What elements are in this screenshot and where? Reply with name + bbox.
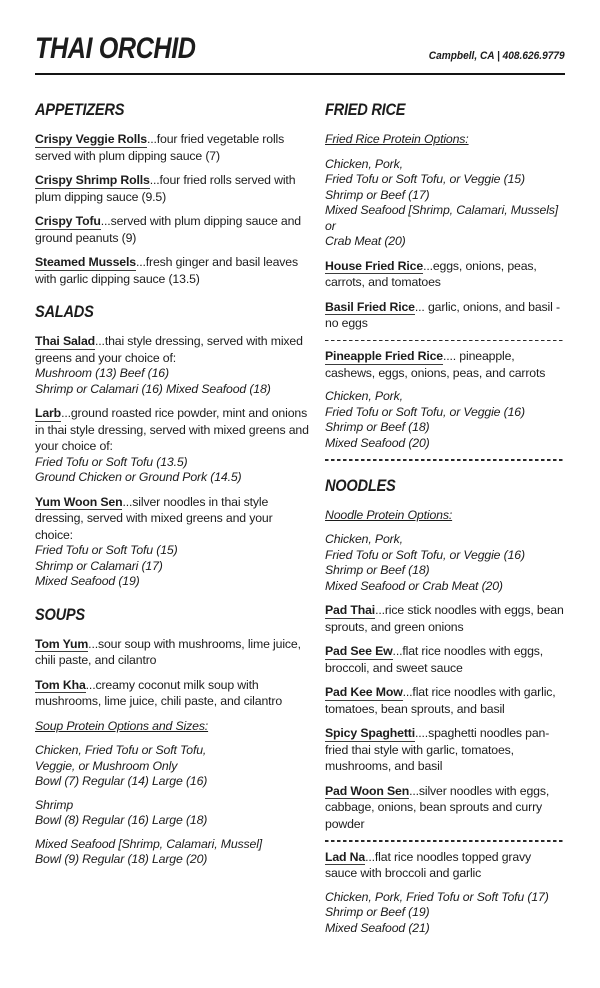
option-line: Fried Tofu or Soft Tofu, or Veggie (16) bbox=[325, 547, 525, 562]
menu-item-house-fried-rice bbox=[325, 258, 565, 291]
item-desc: ...flat rice noodles with eggs, broccoli, and sweet sauce bbox=[325, 644, 544, 675]
option-line: Fried Tofu or Soft Tofu, or Veggie (15) bbox=[325, 172, 525, 186]
menu-item-crispy-shrimp-rolls bbox=[35, 172, 309, 205]
item-protein-options bbox=[35, 366, 309, 397]
item-desc: ...four fried vegetable rolls served with plum dipping sauce (7) bbox=[35, 132, 285, 163]
option-line: Chicken, Pork, bbox=[325, 532, 403, 547]
menu-masthead bbox=[35, 0, 565, 64]
menu-item-pad-see-ew bbox=[325, 643, 565, 676]
item-name: Tom Kha bbox=[35, 677, 86, 692]
section-heading-soups: SOUPS bbox=[35, 604, 85, 624]
pineapple-protein-options-group bbox=[325, 389, 565, 451]
item-desc: ...ground roasted rice powder, mint and onions in thai style dressing, served with mixed greens and your choice of: bbox=[35, 406, 309, 453]
item-desc: ...sour soup with mushrooms, lime juice, chili paste, and cilantro bbox=[35, 636, 301, 667]
item-name: Larb bbox=[35, 406, 62, 420]
menu-item-pineapple-fried-rice bbox=[325, 348, 565, 381]
item-name: Pad Thai bbox=[325, 603, 376, 618]
option-line: Fried Tofu or Soft Tofu, or Veggie (16) bbox=[325, 404, 525, 419]
item-name: Basil Fried Rice bbox=[325, 299, 415, 314]
item-desc: ...rice stick noodles with eggs, bean sprouts, and green onions bbox=[325, 603, 564, 634]
item-name: Yum Woon Sen bbox=[35, 494, 123, 509]
option-line: Veggie, or Mushroom Only bbox=[35, 758, 178, 773]
option-line: Shrimp or Beef (18) bbox=[325, 563, 430, 578]
option-line: Chicken, Pork, bbox=[325, 389, 403, 404]
item-name: Pad See Ew bbox=[325, 644, 393, 659]
right-column bbox=[325, 101, 565, 944]
soup-protein-options-group bbox=[35, 837, 309, 868]
menu-item-larb bbox=[35, 405, 309, 486]
option-line: Mixed Seafood (19) bbox=[35, 574, 140, 588]
option-line: Shrimp or Calamari (16) Mixed Seafood (18) bbox=[35, 381, 271, 396]
dashed-divider bbox=[325, 840, 565, 842]
option-line: Mixed Seafood [Shrimp, Calamari, Mussels] or bbox=[325, 203, 559, 233]
restaurant-title: THAI ORCHID bbox=[35, 32, 196, 65]
dashed-divider bbox=[325, 340, 565, 342]
menu-item-steamed-mussels bbox=[35, 254, 309, 287]
item-desc: ...silver noodles in thai style dressing, served with mixed greens and your choice: bbox=[35, 494, 273, 542]
section-heading-salads: SALADS bbox=[35, 302, 94, 321]
item-desc: ...thai style dressing, served with mixed greens and your choice of: bbox=[35, 334, 303, 365]
option-line: Mixed Seafood (21) bbox=[325, 920, 430, 935]
menu-item-thai-salad bbox=[35, 333, 309, 397]
item-name: Lad Na bbox=[325, 849, 366, 864]
menu-item-yum-woon-sen bbox=[35, 494, 309, 590]
item-name: Thai Salad bbox=[35, 334, 96, 348]
menu-item-basil-fried-rice bbox=[325, 299, 565, 332]
item-name: Pineapple Fried Rice bbox=[325, 349, 443, 364]
item-desc: .... pineapple, cashews, eggs, onions, peas, and carrots bbox=[325, 349, 546, 380]
lad-na-protein-options-group bbox=[325, 890, 565, 937]
menu-item-tom-kha bbox=[35, 677, 309, 710]
option-line: Fried Tofu or Soft Tofu (13.5) bbox=[35, 454, 188, 469]
item-desc: ...fresh ginger and basil leaves with garlic dipping sauce (13.5) bbox=[35, 255, 298, 286]
menu-item-pad-woon-sen bbox=[325, 783, 565, 833]
item-desc: ...served with plum dipping sauce and ground peanuts (9) bbox=[35, 214, 301, 245]
menu-item-pad-kee-mow bbox=[325, 684, 565, 717]
option-line: Bowl (7) Regular (14) Large (16) bbox=[35, 774, 208, 788]
menu-columns bbox=[35, 75, 565, 944]
option-line: Shrimp or Beef (19) bbox=[325, 905, 430, 920]
soup-protein-options-group bbox=[35, 743, 309, 790]
option-line: Mixed Seafood [Shrimp, Calamari, Mussel] bbox=[35, 836, 263, 851]
item-name: House Fried Rice bbox=[325, 258, 424, 273]
option-line: Bowl (9) Regular (18) Large (20) bbox=[35, 852, 208, 866]
item-name: Pad Woon Sen bbox=[325, 783, 410, 798]
fried-rice-protein-options-group bbox=[325, 157, 565, 250]
menu-item-crispy-tofu bbox=[35, 213, 309, 246]
menu-item-crispy-veggie-rolls bbox=[35, 131, 309, 164]
soup-protein-options-group bbox=[35, 798, 309, 829]
item-name: Tom Yum bbox=[35, 636, 89, 651]
item-desc: ...eggs, onions, peas, carrots, and tomatoes bbox=[325, 258, 537, 289]
item-desc: ...flat rice noodles with garlic, tomatoes, bean sprouts, and basil bbox=[325, 685, 556, 716]
item-desc: ... garlic, onions, and basil - no eggs bbox=[325, 299, 560, 330]
soup-protein-options-label: Soup Protein Options and Sizes: bbox=[35, 718, 209, 733]
item-name: Pad Kee Mow bbox=[325, 685, 403, 700]
item-desc: ...silver noodles with eggs, cabbage, onions, bean sprouts and curry powder bbox=[325, 783, 550, 831]
contact-info: Campbell, CA | 408.626.9779 bbox=[429, 50, 565, 62]
section-heading-appetizers: APPETIZERS bbox=[35, 100, 125, 119]
menu-item-lad-na bbox=[325, 849, 565, 882]
option-line: Fried Tofu or Soft Tofu (15) bbox=[35, 543, 178, 557]
section-heading-fried-rice: FRIED RICE bbox=[325, 100, 406, 119]
section-heading-noodles: NOODLES bbox=[325, 475, 396, 495]
item-desc: ...flat rice noodles topped gravy sauce with broccoli and garlic bbox=[325, 849, 532, 881]
item-protein-options bbox=[35, 455, 309, 486]
option-line: Shrimp or Beef (17) bbox=[325, 187, 430, 202]
item-name: Crispy Shrimp Rolls bbox=[35, 173, 150, 187]
option-line: Mushroom (13) Beef (16) bbox=[35, 366, 169, 380]
option-line: Ground Chicken or Ground Pork (14.5) bbox=[35, 470, 242, 484]
option-line: Mixed Seafood (20) bbox=[325, 435, 430, 450]
option-line: Chicken, Fried Tofu or Soft Tofu, bbox=[35, 743, 207, 757]
item-protein-options bbox=[35, 543, 309, 590]
fried-rice-protein-options-label: Fried Rice Protein Options: bbox=[325, 132, 469, 146]
menu-item-pad-thai bbox=[325, 602, 565, 635]
item-desc: ....spaghetti noodles pan-fried thai style with garlic, tomatoes, mushrooms, and basil bbox=[325, 726, 550, 774]
left-column bbox=[35, 101, 309, 944]
noodle-protein-options-group bbox=[325, 532, 565, 594]
option-line: Shrimp or Beef (18) bbox=[325, 420, 430, 435]
option-line: Shrimp or Calamari (17) bbox=[35, 558, 163, 573]
option-line: Bowl (8) Regular (16) Large (18) bbox=[35, 813, 208, 827]
item-desc: ...creamy coconut milk soup with mushrooms, lime juice, chili paste, and cilantro bbox=[35, 677, 283, 708]
option-line: Chicken, Pork, Fried Tofu or Soft Tofu (17) bbox=[325, 889, 549, 904]
option-line: Shrimp bbox=[35, 797, 74, 812]
dashed-divider bbox=[325, 459, 565, 461]
item-name: Spicy Spaghetti bbox=[325, 726, 415, 741]
item-desc: ...four fried rolls served with plum dipping sauce (9.5) bbox=[35, 173, 296, 204]
item-name: Crispy Veggie Rolls bbox=[35, 132, 147, 146]
item-name: Steamed Mussels bbox=[35, 255, 136, 269]
noodle-protein-options-label: Noodle Protein Options: bbox=[325, 507, 453, 522]
option-line: Chicken, Pork, bbox=[325, 156, 403, 171]
menu-item-spicy-spaghetti bbox=[325, 725, 565, 775]
option-line: Mixed Seafood or Crab Meat (20) bbox=[325, 578, 503, 593]
menu-item-tom-yum bbox=[35, 636, 309, 669]
item-name: Crispy Tofu bbox=[35, 214, 101, 228]
option-line: Crab Meat (20) bbox=[325, 234, 406, 248]
